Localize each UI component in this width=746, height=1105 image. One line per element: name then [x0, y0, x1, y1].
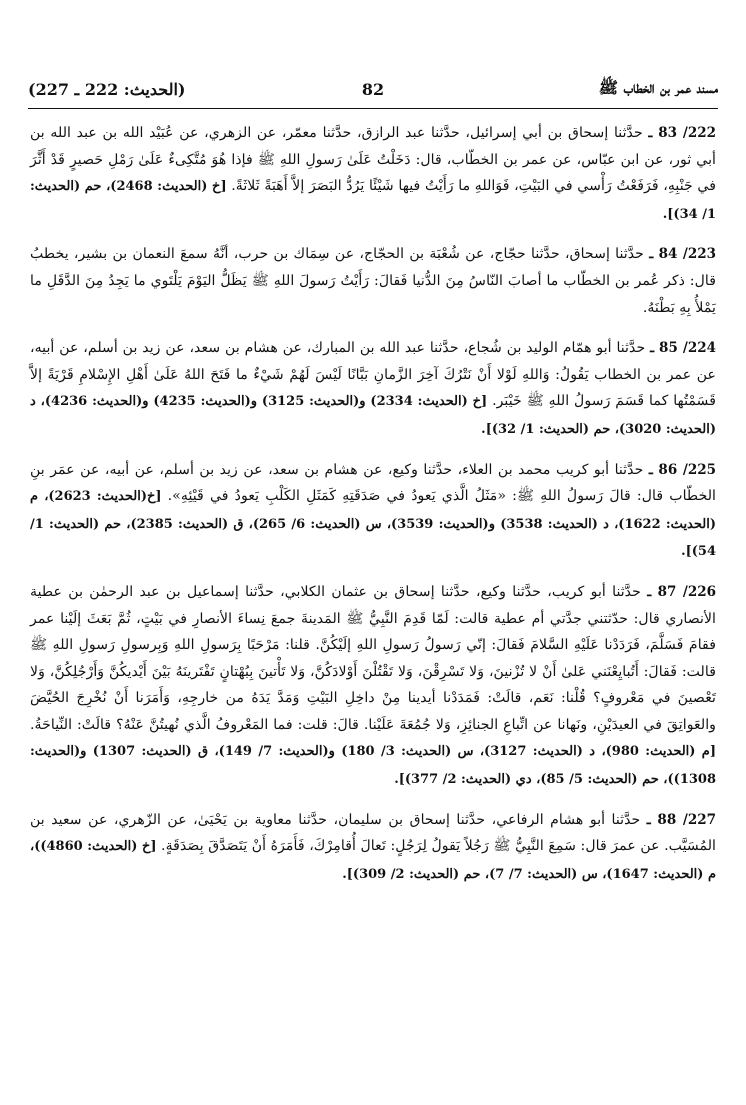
hadith-references: [خ (الحديث: 2468)، حم (الحديث: 1/ 34)].	[30, 179, 716, 222]
hadith-list	[30, 120, 716, 901]
hadith-references: [م (الحديث: 980)، د (الحديث: 3127)، س (الحديث: 3/ 180) و(الحديث: 7/ 149)، ق (الحديث: 1307) و(الحديث: 1308))، حم (الحديث: 5/ 85)، دي (الحديث: 2/ 377)].	[30, 744, 717, 788]
hadith-number: 227/ 88 ـ	[646, 811, 716, 828]
hadith-text: حدَّثنا أبو هشام الرفاعي، حدَّثنا إسحاق بن سليمان، حدَّثنا معاوية بن يَحْيَىٰ، عن الزّهري، عن سعيد بن المُسَيَّب. عن عمرَ قال: سَمِعَ النَّبِيُّ ﷺ رَجُلاً يَقولُ لِرَجُلٍ: تَعالَ أُقامِرْكَ، فَأَمَرَهُ أَنْ يَتَصَدَّقَ بِصَدَقَةٍ.	[30, 811, 717, 855]
hadith-text: حدَّثنا أبو همّام الوليد بن شُجاع، حدَّثنا عبد الله بن المبارك، عن هشام بن سعد، عن زيد بن أسلم، عن أبيه، عن عمر بن الخطاب يَقُولُ: وَاللهِ لَوْلا أَنْ نَتْرُكَ آخِرَ الزَّمانِ بَبَّانًا لَيْسَ لَهُمْ شَيْءٌ ما فَتَحَ اللهُ عَلَىٰ أَهْلِ الإِسْلامِ قَرْيَةً إلاَّ قَسَمْتُها كما قَسَمَ رَسولُ اللهِ ﷺ خَيْبَر.	[30, 340, 716, 410]
running-header	[28, 74, 718, 104]
hadith-references: [خ(الحديث: 2623)، م (الحديث: 1622)، د (الحديث: 3538) و(الحديث: 3539)، س (الحديث: 6/ 265)، ق (الحديث: 2385)، حم (الحديث: 1/ 54)].	[30, 489, 716, 560]
hadith-number: 222/ 83 ـ	[648, 125, 716, 141]
hadith-text: حدَّثنا إسحاق بن أبي إسرائيل، حدَّثنا عبد الرازق، حدَّثنا معمّر، عن الزهري، عن عُبَيْد الله بن عبد الله بن أبي ثور، عن ابن عبّاس، عن عمر بن الخطّاب، قال: دَخَلْتُ عَلَىٰ رَسولِ اللهِ ﷺ فإذا هُوَ مُتَّكِىءٌ عَلَىٰ رَمْلِ حَصيرٍ قَدْ أَثَّرَ في جَنْبِهِ، فَرَفَعْتُ رَأْسي في البَيْتِ، فَوَاللهِ ما رَأَيْتُ فيها شَيْئًا يَرُدُّ البَصَرَ إلاَّ أَهَبَةً ثَلاثَةً.	[30, 125, 717, 195]
hadith-number: 225/ 86 ـ	[648, 461, 716, 478]
hadith-entry	[30, 807, 716, 889]
hadith-references: [خ (الحديث: 4860))، م (الحديث: 1647)، س (الحديث: 7/ 7)، حم (الحديث: 2/ 309)].	[30, 839, 716, 882]
hadith-number: 224/ 85 ـ	[650, 340, 716, 357]
hadith-number: 223/ 84 ـ	[649, 246, 716, 263]
hadith-entry	[30, 457, 716, 566]
hadith-text: حدَّثنا أبو كريب محمد بن العلاء، حدَّثنا وكيع، عن هشام بن سعد، عن زيد بن أسلم، عن أبيه، عن عمَر بنِ الخطّاب قال: قالَ رَسولُ اللهِ ﷺ: «مَثَلُ الَّذي يَعودُ في صَدَقَتِهِ كَمَثَلِ الكَلْبِ يَعودُ في قَيْئِهِ».	[30, 461, 716, 505]
hadith-entry	[30, 120, 716, 228]
hadith-number: 226/ 87 ـ	[647, 583, 717, 600]
hadith-references: [خ (الحديث: 2334) و(الحديث: 3125) و(الحديث: 4235) و(الحديث: 4236)، د (الحديث: 3020)، حم (الحديث: 1/ 32)].	[30, 394, 716, 437]
hadith-text: حدَّثنا أبو كريب، حدَّثنا وكيع، حدَّثنا إسحاق بن عثمان الكلابي، حدَّثنا إسماعيل بن عبد الرحمٰن بن عطية الأنصاري قال: حدّثتني جدَّتي أم عطية قالت: لَمّا قَدِمَ النَّبِيُّ ﷺ المَدينةَ جمعَ نِساءَ الأنصارِ في بَيْتٍ، ثُمَّ بَعَثَ إلَيْنا عمر فقامَ فَسَلَّمَ، فَرَدَدْنا عَلَيْهِ السَّلامَ فَقالَ: إنّي رَسولُ رَسولِ اللهِ إلَيْكُنَّ. قلنا: مَرْحَبًا بِرَسولِ اللهِ وَبِرسولِ رَسولِ اللهِ ﷺ قالت: فَقالَ: أَتُبايِعْنَني عَلىٰ أَنْ لا تُزْنينَ، وَلا تَسْرِقْنَ، وَلا تَقْتُلْنَ أَوْلادَكُنَّ، وَلا تَأْتينَ بِبُهْتانٍ تَفْتَرينَهُ بَيْنَ أَيْديكُنَّ وَأَرْجُلِكُنَّ، وَلا تَعْصينَ في مَعْروفٍ؟ قُلْنا: نَعَم، قالَتْ: فَمَدَدْنا أيدينا مِنْ داخِلِ البَيْتِ وَمَدَّ يَدَهُ من خارجِهِ، وَأَمَرَنا أَنْ نُخْرِجَ الحُيَّضَ والعَواتِقَ في العيدَيْنِ، ونَهانا عن اتِّباعِ الجنائِزِ، وَلا جُمُعَةَ عَلَيْنا. قالَ: قلت: فما المَعْروفُ الَّذي نُهيتُنَّ عَنْهُ؟ قالَتْ: النِّياحَةُ.	[30, 583, 716, 733]
hadith-text: حدَّثنا إسحاق، حدَّثنا حجّاج، عن شُعْبَة بن الحجّاج، عن سِمَاك بن حرب، أنَّهُ سمعَ النعمان بن بشير، يخطبُ قال: ذكر عُمر بن الخطّاب ما أصابَ النّاسُ مِنَ الدُّنيا فَقالَ: رَأَيْتُ رَسولَ اللهِ ﷺ يَظَلُّ اليَوْمَ يَلْتَوي ما يَجِدُ مِنَ الدَّقَلِ ما يَمْلأُ بِهِ بَطْنَهُ.	[30, 246, 716, 316]
hadith-range: (الحديث: 222 ـ 227)	[28, 79, 186, 99]
hadith-entry	[30, 579, 716, 794]
header-rule	[28, 108, 718, 109]
hadith-entry	[30, 241, 716, 322]
hadith-entry	[30, 335, 716, 443]
page-number: 82	[361, 79, 385, 99]
book-title: مسند عمر بن الخطاب ﷺ	[598, 77, 718, 97]
